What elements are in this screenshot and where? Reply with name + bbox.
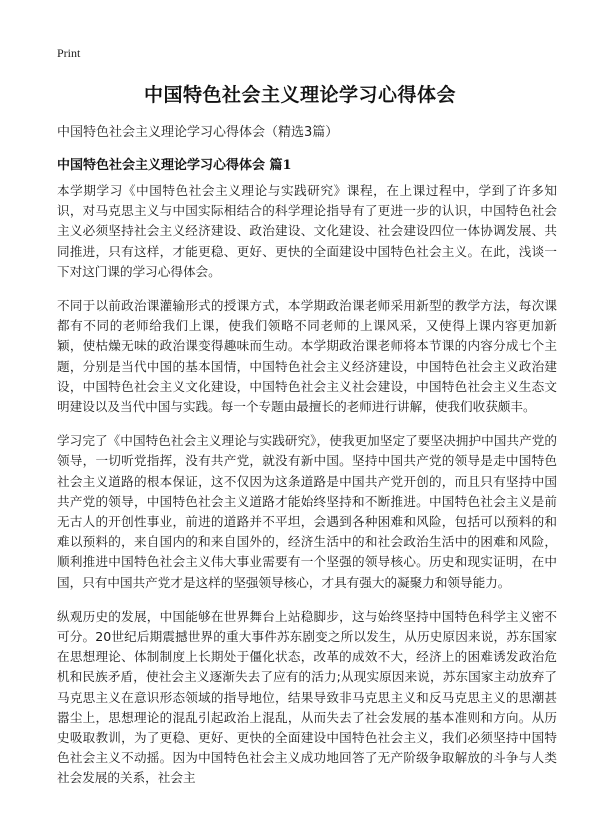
paragraph: 纵观历史的发展，中国能够在世界舞台上站稳脚步，这与始终坚持中国特色科学主义密不可分。20世纪后期震撼世界的重大事件苏东剧变之所以发生，从历史原因来说，苏东国家在思想理论、体制制度上长期处于僵化状态，改革的成效不大，经济上的困难诱发政治危机和民族矛盾，使社会主义逐渐失去了应有的活力;从现实原因来说，苏东国家主动放弃了马克思主义在意识形态领域的指导地位，结果导致非马克思主义和反马克思主义的思潮甚嚣尘上，思想理论的混乱引起政治上混乱，从而失去了社会发展的基本准则和方向。从历史吸取教训，为了更稳、更好、更快的全面建设中国特色社会主义，我们必须坚持中国特色社会主义不动摇。因为中国特色社会主义成功地回答了无产阶级争取解放的斗争与人类社会发展的关系，社会主 bbox=[57, 608, 557, 786]
paragraph: 学习完了《中国特色社会主义理论与实践研究》，使我更加坚定了要坚决拥护中国共产党的领导，一切听党指挥，没有共产党，就没有新中国。坚持中国共产党的领导是走中国特色社会主义道路的根本保证，这不仅因为这条道路是中国共产党开创的，而且只有坚持中国共产党的领导，中国特色社会主义道路才能始终坚持和不断推进。中国特色社会主义是前无古人的开创性事业，前进的道路并不平坦，会遇到各种困难和风险，包括可以预料的和难以预料的，来自国内的和来自国外的，经济生活中的和社会政治生活中的困难和风险，顺利推进中国特色社会主义伟大事业需要有一个坚强的领导核心。历史和现实证明，在中国，只有中国共产党才是这样的坚强领导核心，才具有强大的凝聚力和领导能力。 bbox=[57, 433, 557, 590]
page-title: 中国特色社会主义理论学习心得体会 bbox=[143, 84, 456, 106]
paragraph: 不同于以前政治课灌输形式的授课方式，本学期政治课老师采用新型的教学方法，每次课都有不同的老师给我们上课，使我们领略不同老师的上课风采，又使得上课内容更加新颖，使枯燥无味的政治课变得趣味而生动。本学期政治课老师将本节课的内容分成七个主题，分别是当代中国的基本国情，中国特色社会主义经济建设，中国特色社会主义政治建设，中国特色社会主义文化建设，中国特色社会主义社会建设，中国特色社会主义生态文明建设以及当代中国与实践。每一个专题由最擅长的老师进行讲解，使我们收获颇丰。 bbox=[57, 298, 557, 415]
section-heading: 中国特色社会主义理论学习心得体会 篇1 bbox=[57, 158, 292, 173]
document-subtitle: 中国特色社会主义理论学习心得体会（精选3篇） bbox=[57, 125, 339, 140]
paragraph: 本学期学习《中国特色社会主义理论与实践研究》课程，在上课过程中，学到了许多知识，对马克思主义与中国实际相结合的科学理论指导有了更进一步的认识，中国特色社会主义必须坚持社会主义经济建设、政治建设、文化建设、社会建设四位一体协调发展、共同推进，只有这样，才能更稳、更好、更快的全面建设中国特色社会主义。在此，浅谈一下对这门课的学习心得体会。 bbox=[57, 183, 557, 279]
print-link[interactable]: Print bbox=[57, 46, 81, 60]
document-body bbox=[57, 181, 557, 803]
